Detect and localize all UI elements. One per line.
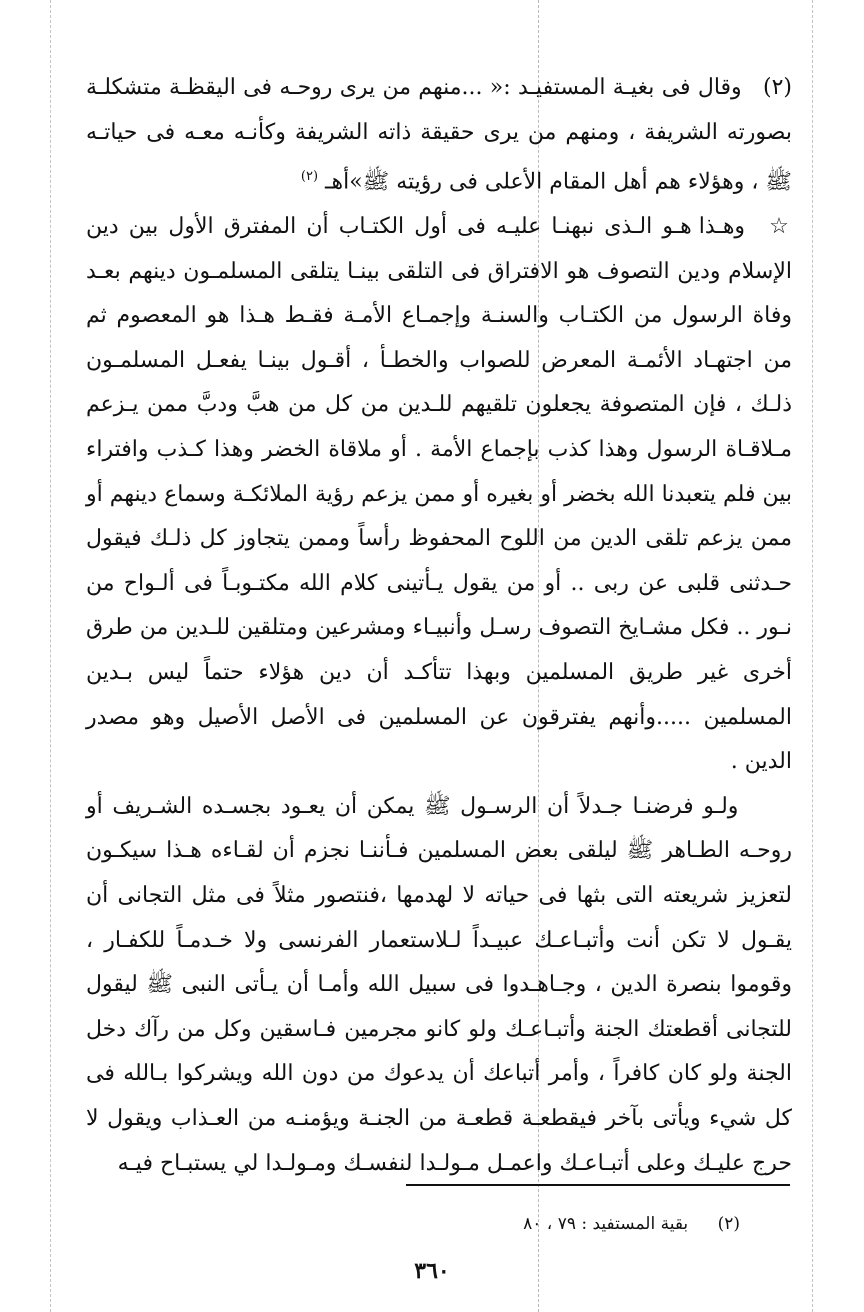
footnote-reference[interactable]: (٢)	[300, 169, 319, 185]
page-body	[86, 66, 792, 1186]
page-number: ٣٦٠	[414, 1258, 450, 1284]
quote-marker: (٢)	[762, 75, 792, 100]
body-paragraph-2-text: ولـو فرضنـا جـدلاً أن الرسـول ﷺ يمكن أن يعـود بجسـده الشـريف أو روحـه الطـاهر ﷺ ليلقى بعض المسلمين فـأننـا نجزم أن لقـاءه هـذا سيكـون لتعزيز شريعته التى بثها فى حياته لا لهدمها ،فنتصور مثلاً فى مثل التجانى أن يقـول لا تكن أنت وأتبـاعـك عبيـداً لـلاستعمار الفرنسى ولا خـدمـاً للكفـار ، وقوموا بنصرة الدين ، وجـاهـدوا فى سبيل الله وأمـا أن يـأتى النبى ﷺ ليقول للتجانى أقطعتك الجنة وأتبـاعـك ولو كانو مجرمين فـاسقين وكل من رآك دخل الجنة ولو كان كافراً ، وأمر أتباعك أن يدعوك من دون الله ويشركوا بـالله فى كل شيء ويأتى بآخر فيقطعـة قطعـة من الجنـة ويؤمنـه من العـذاب ويقول لا حرج عليـك وعلى أتبـاعـك واعمـل مـولـدا لنفسـك ومـولـدا لي يستبـاح فيـه	[86, 793, 792, 1176]
margin-guide-right	[812, 0, 813, 1312]
footnote-marker: (٢)	[717, 1214, 740, 1234]
footnote-text: بقية المستفيد : ٧٩ ، ٨٠	[523, 1214, 689, 1234]
footnote-divider	[406, 1184, 790, 1186]
body-paragraph-1-text: وهـذا هـو الـذى نبهنـا عليـه فى أول الكتـاب أن المفترق الأول بين دين الإسلام ودين التصوف هو الافتراق فى التلقى بينـا يتلقى المسلمـون دينهم بعـد وفاة الرسول من الكتـاب والسنـة وإجمـاع الأمـة فقـط هـذا هو المعصوم ثم من اجتهـاد الأئمـة المعرض للصواب والخطـأ ، أقـول بينـا يفعـل المسلمـون ذلـك ، فإن المتصوفة يجعلون تلقيهم للـدين من كل من هبَّ ودبَّ ممن يـزعم مـلاقـاة الرسول وهذا كذب بإجماع الأمة . أو ملاقاة الخضر وهذا كـذب وافتراء بين فلم يتعبدنا الله بخضر أو بغيره أو ممن يزعم رؤية الملائكـة وسماع دينهم أو ممن يزعم تلقى الدين من اللوح المحفوظ رأساً وممن يتجاوز كل ذلـك فيقول حـدثنى قلبى عن ربى .. أو من يقول يـأتينى كلام الله مكتـوبـاً فى ألـواح من نـور .. فكل مشـايخ التصوف رسـل وأنبيـاء ومشرعين ومتلقين للـدين من طرق أخرى غير طريق المسلمين وبهذا تتأكـد أن دين هؤلاء حتماً ليس بـدين المسلمين .....وأنهم يفترقون عن المسلمين فى الأصل الأصيل وهو مصدر الدين .	[86, 214, 792, 775]
footnote	[523, 1212, 740, 1236]
quote-paragraph	[86, 66, 792, 205]
star-bullet-icon: ☆	[769, 214, 792, 240]
body-paragraph-2	[86, 785, 792, 1186]
body-paragraph-1	[86, 205, 792, 785]
margin-guide-left	[50, 0, 51, 1312]
quote-text: وقال فى بغيـة المستفيـد :« ...منهم من يرى روحـه فى اليقظـة متشكلـة بصورته الشريفة ، ومنهم من يرى حقيقة ذاته الشريفة وكأنـه معـه فى حياتـه ﷺ ، وهؤلاء هم أهل المقام الأعلى فى رؤيته ﷺ»أهـ	[86, 75, 792, 195]
